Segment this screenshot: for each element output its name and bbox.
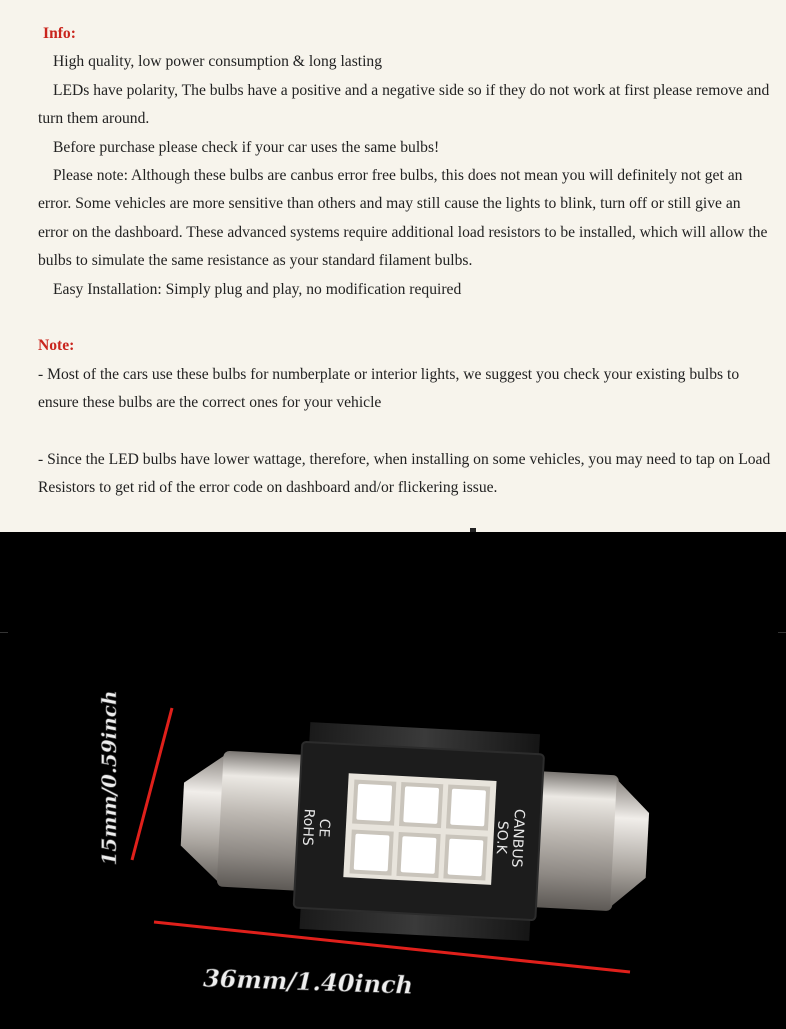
- led-chip: [403, 786, 439, 824]
- led-chip: [401, 836, 437, 874]
- led-chip: [356, 784, 392, 822]
- led-bulb-illustration: [0, 532, 786, 1029]
- led-chip-array: [343, 773, 496, 885]
- sok-label: SO.K: [492, 820, 511, 855]
- ce-label: CE: [315, 818, 333, 838]
- spacer: [38, 304, 772, 332]
- info-line: Before purchase please check if your car uses the same bulbs!: [53, 138, 440, 156]
- height-dimension-line: [132, 708, 172, 860]
- note-item: - Since the LED bulbs have lower wattage, therefore, when installing on some vehicles, you may need to tap on Load Resistors to get rid of the error code on dashboard and/or flickering issue.: [38, 451, 771, 497]
- height-dimension-label: 15mm/0.59inch: [97, 690, 121, 866]
- info-line: Please note: Although these bulbs are canbus error free bulbs, this does not mean you will definitely not get an error. Some vehicles are more sensitive than others and may still cause the lights to blink, turn off or still give an error on the dashboard. These advanced systems require additional load resistors to be installed, which will allow the bulbs to simulate the same resistance as your standard filament bulbs.: [38, 167, 768, 270]
- description-text: [38, 20, 772, 503]
- note-heading: Note:: [38, 337, 75, 355]
- rohs-label: RoHS: [298, 808, 317, 847]
- spacer: [38, 418, 772, 446]
- led-chip: [448, 839, 484, 877]
- canbus-label: CANBUS: [508, 808, 528, 868]
- info-line: Easy Installation: Simply plug and play, no modification required: [53, 280, 462, 298]
- info-line: LEDs have polarity, The bulbs have a positive and a negative side so if they do not work at first please remove and turn them around.: [38, 81, 770, 128]
- led-chip: [354, 834, 390, 872]
- info-line: High quality, low power consumption & long lasting: [53, 53, 383, 71]
- width-dimension-label: 36mm/1.40inch: [202, 963, 414, 1000]
- note-item: - Most of the cars use these bulbs for numberplate or interior lights, we suggest you check your existing bulbs to ensure these bulbs are the correct ones for your vehicle: [38, 365, 740, 412]
- info-heading: Info:: [43, 25, 76, 42]
- led-chip: [450, 789, 486, 827]
